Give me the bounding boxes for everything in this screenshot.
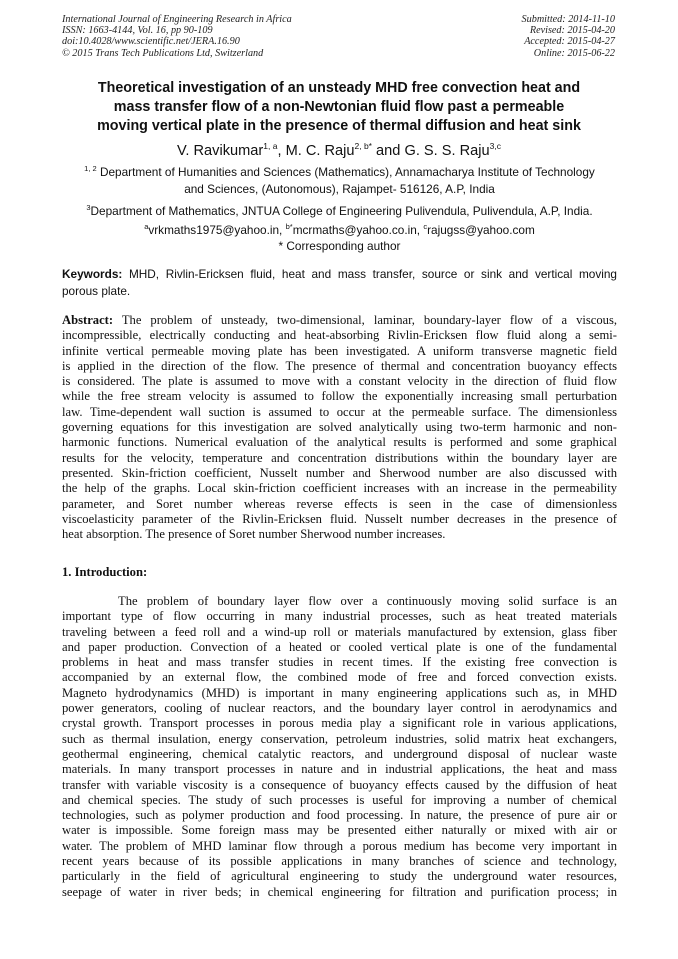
- email-list: [62, 222, 617, 239]
- abstract-line: the help of the graphs. Local skin-friction coefficient increases with an increase in the permeability: [62, 481, 617, 496]
- email-link[interactable]: rajugss@yahoo.com: [427, 223, 535, 237]
- abstract-line: incompressible, electrically conducting and heat-absorbing Rivlin-Ericksen flow fluid along a semi-: [62, 328, 617, 343]
- author-name: G. S. S. Raju: [404, 143, 490, 159]
- body-line: materials. In many transport processes in nature and in industrial applications, the heat and mass: [62, 762, 617, 777]
- abstract-line: heat absorption. The presence of Soret number Sherwood number increases.: [62, 527, 446, 542]
- abstract-line: parameter, and Soret number whereas reverse effects is seen in the case of dimensionless: [62, 496, 617, 511]
- body-line: and chemical species. The study of such processes is useful for improving a number of chemical: [62, 792, 617, 807]
- body-line: water is impossible. Some foreign mass may be presented either naturally or mixed with air or: [62, 823, 617, 838]
- author-separator: and: [372, 143, 405, 159]
- title-line: Theoretical investigation of an unsteady MHD free convection heat and: [97, 80, 581, 96]
- copyright-line: © 2015 Trans Tech Publications Ltd, Switzerland: [62, 47, 264, 59]
- email-link[interactable]: vrkmaths1975@yahoo.in,: [148, 223, 286, 237]
- body-line: seepage of water in river beds; in chemical engineering for filtration and purification process; in: [62, 884, 617, 899]
- email-mark: c: [423, 222, 428, 231]
- body-line: crystal growth. Transport processes in porous media play a significant role in various applications,: [62, 716, 617, 731]
- accepted-date: Accepted: 2015-04-27: [524, 36, 615, 48]
- affiliation-2: [62, 203, 617, 220]
- author-name: M. C. Raju: [285, 143, 355, 159]
- abstract-label: Abstract:: [62, 313, 114, 327]
- body-line: power generators, cooling of nuclear reactors, and the boundary layer control in aerodynamics and: [62, 701, 617, 716]
- affiliation-1: [62, 164, 617, 198]
- abstract-line: while the free stream velocity is assumed to follow the exponentially increasing small perturbation: [62, 389, 617, 404]
- title-line: mass transfer flow of a non-Newtonian fluid flow past a permeable: [113, 99, 565, 115]
- affil-text: Department of Mathematics, JNTUA College of Engineering Pulivendula, Pulivendula, A.P, India.: [90, 204, 593, 218]
- body-line: recent years because of its possible applications in many branches of science and technology,: [62, 854, 617, 869]
- section-heading-introduction: 1. Introduction:: [62, 565, 148, 579]
- affil-text: and Sciences, (Autonomous), Rajampet- 516126, A.P, India: [184, 182, 495, 196]
- author-separator: ,: [277, 143, 286, 159]
- body-line: technologies, such as polymer production and food processing. In nature, the presence of pure air or: [62, 808, 617, 823]
- paper-title: [50, 79, 628, 136]
- body-line: and paper production. Convection of a heated or cooled vertical plate is one of the fundamental: [62, 639, 617, 654]
- abstract-line: infinite vertical permeable moving plate has been investigated. A uniform transverse magnetic field: [62, 343, 617, 358]
- submission-dates: [522, 14, 615, 59]
- abstract-line: law. Time-dependent wall suction is assumed to occur at the permeable surface. The dimensionless: [62, 404, 617, 419]
- abstract-line: harmonic functions. Numerical evaluation of the analytical results is performed and some graphical: [62, 435, 617, 450]
- title-line: moving vertical plate in the presence of thermal diffusion and heat sink: [97, 118, 581, 134]
- keywords-text: MHD, Rivlin-Ericksen fluid, heat and mass transfer, source or sink and vertical moving: [122, 267, 617, 281]
- email-link[interactable]: mcrmaths@yahoo.co.in,: [292, 223, 424, 237]
- abstract-line: presented. Skin-friction coefficient, Nusselt number and Sherwood number are also discussed with: [62, 465, 617, 480]
- keywords-text: porous plate.: [62, 284, 131, 298]
- body-line: transfer with variable viscosity is a consequence of buoyancy effects caused by the diffusion of heat: [62, 777, 617, 792]
- abstract: [62, 313, 617, 542]
- email-mark: b*: [285, 222, 293, 231]
- abstract-line: results for the velocity, temperature and concentration distributions within the boundary layer are: [62, 450, 617, 465]
- body-line: traveling between a feed roll and a wind-up roll or materials manufactured by extension, glass fiber: [62, 624, 617, 639]
- author-affil-mark: 1, a: [263, 141, 278, 151]
- body-line: important type of flow occurring in many industrial processes, such as heat treated materials: [62, 609, 617, 624]
- corresponding-author-note: * Corresponding author: [278, 239, 401, 253]
- email-mark: a: [144, 222, 149, 231]
- body-line: water. The problem of MHD laminar flow through a porous medium has become very important in: [62, 838, 617, 853]
- author-affil-mark: 2, b*: [354, 141, 372, 151]
- body-line: problems in heat and mass transfer studies in recent times. If the existing free convection is: [62, 655, 617, 670]
- journal-header: [62, 14, 292, 59]
- online-date: Online: 2015-06-22: [533, 47, 615, 59]
- abstract-line: viscoelasticity parameter of the Rivlin-Ericksen fluid. Nusselt number decreases in the presence of: [62, 511, 617, 526]
- author-affil-mark: 3,c: [489, 141, 501, 151]
- body-line: The problem of boundary layer flow over a continuously moving solid surface is an: [118, 594, 617, 608]
- author-list: [40, 141, 638, 161]
- body-line: Magneto hydrodynamics (MHD) is important in many engineering applications such as, in MHD: [62, 685, 617, 700]
- affil-text: Department of Humanities and Sciences (Mathematics), Annamacharya Institute of Technology: [96, 165, 595, 179]
- abstract-line: governing equations for this investigation are solved analytically using two-term harmonic and non-: [62, 420, 617, 435]
- affil-mark: 3: [86, 203, 91, 212]
- doi-line: doi:10.4028/www.scientific.net/JERA.16.90: [62, 36, 240, 48]
- abstract-line: is considered. The plate is assumed to move with a constant velocity in the direction of fluid flow: [62, 374, 617, 389]
- journal-name: International Journal of Engineering Research in Africa: [62, 14, 292, 25]
- affil-mark: 1, 2: [84, 164, 97, 173]
- revised-date: Revised: 2015-04-20: [529, 25, 615, 37]
- author-name: V. Ravikumar: [177, 143, 264, 159]
- body-line: accompanied by an external flow, the combined mode of free and forced convection exists.: [62, 670, 617, 685]
- submitted-date: Submitted: 2014-11-10: [521, 14, 615, 25]
- abstract-line: is applied in the direction of the flow. The presence of thermal and concentration buoyancy effects: [62, 358, 617, 373]
- introduction-body: [62, 594, 617, 900]
- abstract-line: The problem of unsteady, two-dimensional, laminar, boundary-layer flow of a viscous,: [113, 313, 617, 327]
- keywords-label: Keywords:: [62, 267, 123, 281]
- issn-line: ISSN: 1663-4144, Vol. 16, pp 90-109: [62, 25, 213, 37]
- keywords: [62, 266, 617, 300]
- body-line: particularly in the field of agricultural engineering to study the underground water resources,: [62, 869, 617, 884]
- body-line: geothermal engineering, chemical catalytic reactors, and underground disposal of nuclear waste: [62, 746, 617, 761]
- body-line: such as thermal insulation, energy conservation, petroleum industries, solid matrix heat exchangers,: [62, 731, 617, 746]
